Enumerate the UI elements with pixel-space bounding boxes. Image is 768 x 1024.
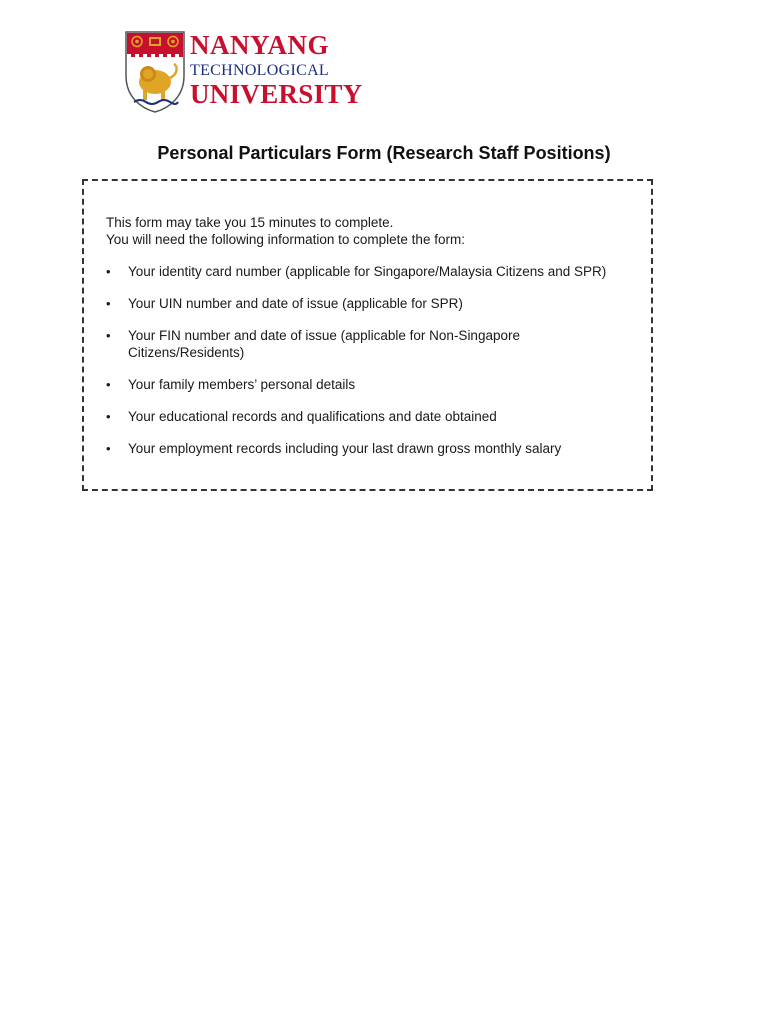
list-item: [106, 408, 636, 425]
requirements-list: [106, 263, 636, 472]
logo-line-university: UNIVERSITY: [190, 79, 363, 109]
logo-line-nanyang: NANYANG: [190, 30, 330, 60]
bullet: •: [106, 296, 111, 311]
list-item: [106, 440, 636, 457]
list-item-text: Your identity card number (applicable for Singapore/Malaysia Citizens and SPR): [128, 264, 607, 279]
ntu-crest-icon: [124, 30, 186, 114]
list-item: [106, 376, 636, 393]
page-title: Personal Particulars Form (Research Staff Positions): [157, 143, 611, 163]
bullet: •: [106, 377, 111, 392]
list-item-text: Your UIN number and date of issue (applicable for SPR): [128, 296, 463, 311]
list-item: [106, 263, 636, 280]
list-item: [106, 295, 636, 312]
logo-wordmark: [190, 32, 363, 108]
list-item-text: Your employment records including your last drawn gross monthly salary: [128, 441, 562, 456]
bullet: •: [106, 409, 111, 424]
intro-line-2: You will need the following information to complete the form:: [106, 232, 465, 247]
list-item-text: Your family members’ personal details: [128, 377, 356, 392]
ntu-logo: [124, 30, 363, 114]
logo-line-technological: TECHNOLOGICAL: [190, 62, 329, 79]
list-item-text: Your FIN number and date of issue (applicable for Non-Singapore Citizens/Residents): [128, 328, 520, 360]
intro-line-1: This form may take you 15 minutes to complete.: [106, 215, 394, 230]
list-item: [106, 327, 636, 361]
bullet: •: [106, 264, 111, 279]
bullet: •: [106, 441, 111, 456]
list-item-text: Your educational records and qualifications and date obtained: [128, 409, 497, 424]
bullet: •: [106, 328, 111, 343]
intro-text: [106, 214, 465, 248]
info-box: [82, 179, 653, 491]
